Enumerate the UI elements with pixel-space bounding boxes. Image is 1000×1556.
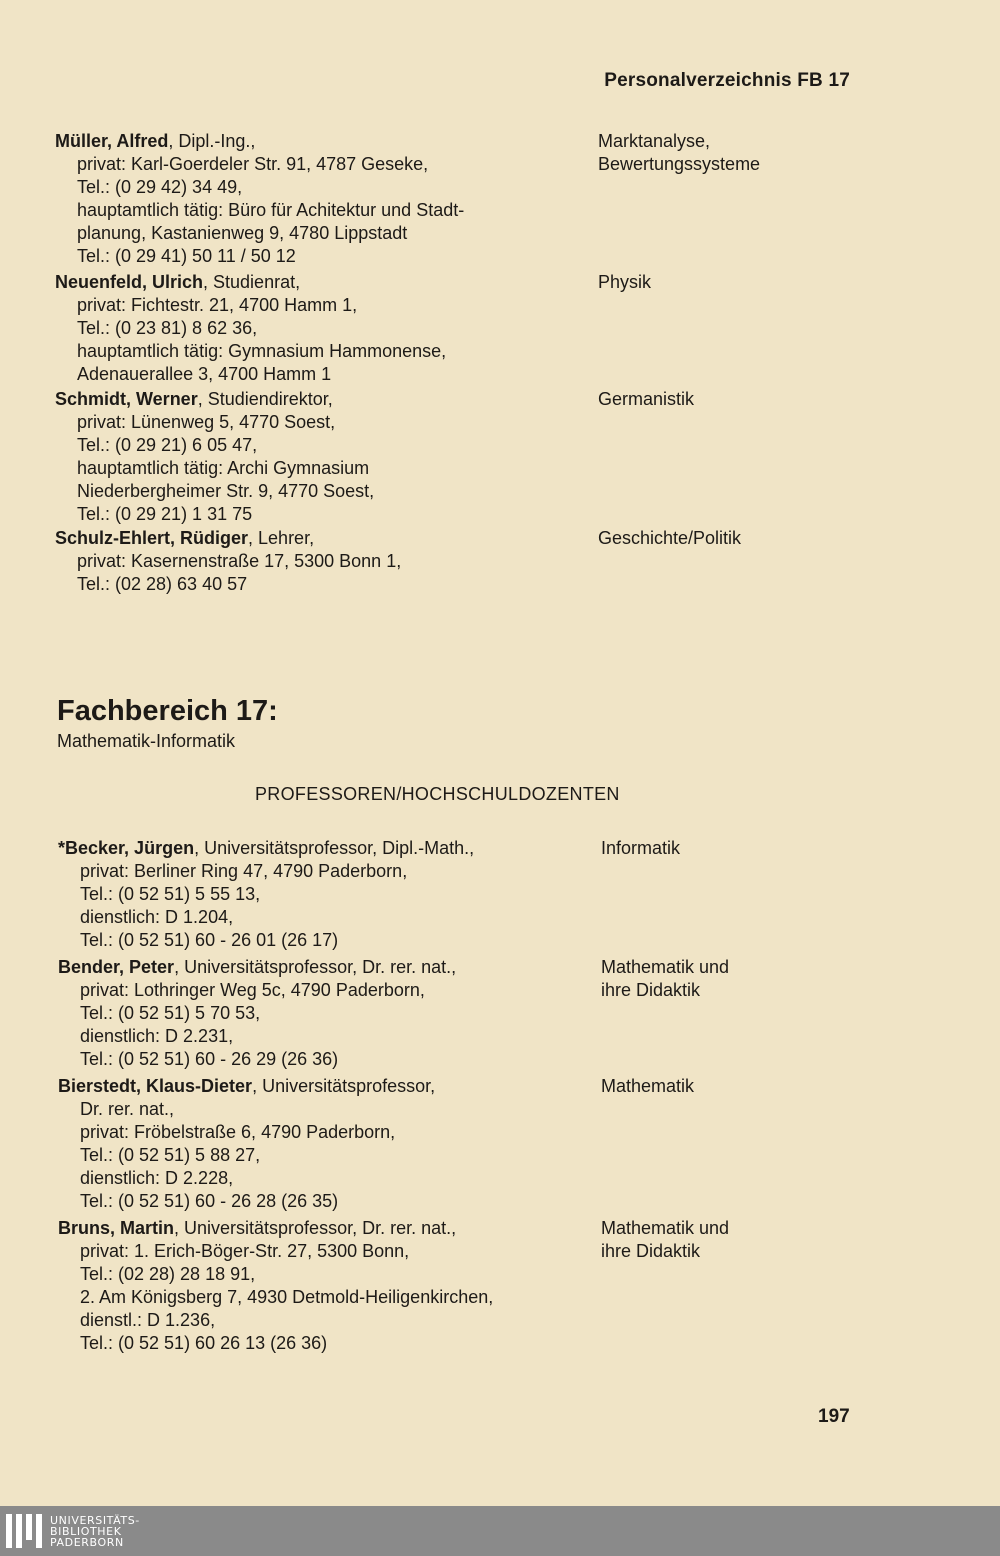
logo-text-line: PADERBORN: [50, 1535, 124, 1549]
entry-headline: [55, 527, 575, 550]
entry-line: Tel.: (0 52 51) 5 88 27,: [80, 1145, 261, 1165]
entry-subject: [601, 837, 680, 860]
entry-line: Tel.: (0 29 42) 34 49,: [77, 177, 243, 197]
entry-line: Tel.: (0 52 51) 60 - 26 01 (26 17): [80, 930, 339, 950]
entry-description: [58, 1075, 578, 1213]
section-subtitle: Mathematik-Informatik: [57, 731, 236, 751]
subject-line: Mathematik: [601, 1076, 695, 1096]
entry-line: privat: Kasernenstraße 17, 5300 Bonn 1,: [77, 551, 402, 571]
entry-line: privat: Karl-Goerdeler Str. 91, 4787 Geseke,: [77, 154, 429, 174]
library-logo-text: [50, 1515, 140, 1548]
entry-line: privat: Fichtestr. 21, 4700 Hamm 1,: [77, 295, 358, 315]
entry-line: privat: Berliner Ring 47, 4790 Paderborn,: [80, 861, 408, 881]
entry-line: dienstlich: D 2.231,: [80, 1026, 234, 1046]
entry-description: [55, 388, 575, 526]
entry-description: [55, 271, 575, 386]
entry-headline: [55, 130, 575, 153]
entry-headline: [58, 837, 578, 860]
subject-line: ihre Didaktik: [601, 980, 701, 1000]
person-name: Müller, Alfred: [55, 131, 169, 151]
entry-line: Tel.: (0 29 21) 1 31 75: [77, 504, 253, 524]
entry-headline: [55, 271, 575, 294]
entry-line: Adenauerallee 3, 4700 Hamm 1: [77, 364, 332, 384]
running-header: Personalverzeichnis FB 17: [604, 70, 850, 91]
entry-subject: [598, 130, 760, 176]
entry-subject: [601, 1217, 729, 1263]
entry-description: [58, 837, 578, 952]
subject-line: Physik: [598, 272, 652, 292]
subject-line: Geschichte/Politik: [598, 528, 742, 548]
logo-text-line: BIBLIOTHEK: [50, 1524, 122, 1538]
entry-line: planung, Kastanienweg 9, 4780 Lippstadt: [77, 223, 408, 243]
entry-line: Tel.: (0 52 51) 60 - 26 29 (26 36): [80, 1049, 339, 1069]
entry-headline: [55, 388, 575, 411]
person-name: Bierstedt, Klaus-Dieter: [58, 1076, 253, 1096]
subject-line: Marktanalyse,: [598, 131, 711, 151]
entry-description: [55, 527, 575, 596]
entry-line: hauptamtlich tätig: Gymnasium Hammonense,: [77, 341, 447, 361]
entry-subject: [598, 271, 651, 294]
entry-line: Niederbergheimer Str. 9, 4770 Soest,: [77, 481, 375, 501]
person-title: , Studienrat,: [203, 272, 301, 292]
person-title: , Universitätsprofessor,: [252, 1076, 436, 1096]
entry-subject: [598, 527, 741, 550]
entry-line: Tel.: (0 52 51) 5 55 13,: [80, 884, 261, 904]
entry-line: hauptamtlich tätig: Archi Gymnasium: [77, 458, 370, 478]
person-name: Bender, Peter: [58, 957, 175, 977]
entry-line: Tel.: (0 29 21) 6 05 47,: [77, 435, 258, 455]
entry-line: Tel.: (02 28) 63 40 57: [77, 574, 248, 594]
entry-headline: [58, 1075, 578, 1098]
entry-line: dienstlich: D 2.228,: [80, 1168, 234, 1188]
entry-line: dienstlich: D 1.204,: [80, 907, 234, 927]
entry-description: [58, 956, 578, 1071]
person-title: , Studiendirektor,: [197, 389, 333, 409]
entry-subject: [601, 1075, 694, 1098]
entry-headline: [58, 1217, 578, 1240]
entry-line: Tel.: (0 52 51) 60 26 13 (26 36): [80, 1333, 328, 1353]
category-heading: PROFESSOREN/HOCHSCHULDOZENTEN: [255, 784, 620, 804]
person-name: Neuenfeld, Ulrich: [55, 272, 204, 292]
entry-description: [58, 1217, 578, 1355]
person-name: Schulz-Ehlert, Rüdiger: [55, 528, 249, 548]
entry-line: privat: Fröbelstraße 6, 4790 Paderborn,: [80, 1122, 396, 1142]
subject-line: Informatik: [601, 838, 681, 858]
entry-line: privat: Lünenweg 5, 4770 Soest,: [77, 412, 336, 432]
entry-line: Tel.: (02 28) 28 18 91,: [80, 1264, 256, 1284]
entry-line: Dr. rer. nat.,: [80, 1099, 175, 1119]
person-title: , Universitätsprofessor, Dr. rer. nat.,: [174, 1218, 457, 1238]
entry-line: 2. Am Königsberg 7, 4930 Detmold-Heiligenkirchen,: [80, 1287, 494, 1307]
entry-description: [55, 130, 575, 268]
subject-line: Germanistik: [598, 389, 695, 409]
subject-line: ihre Didaktik: [601, 1241, 701, 1261]
subject-line: Mathematik und: [601, 957, 730, 977]
logo-text-line: UNIVERSITÄTS-: [50, 1513, 140, 1527]
entry-line: Tel.: (0 52 51) 60 - 26 28 (26 35): [80, 1191, 339, 1211]
entry-subject: [601, 956, 729, 1002]
entry-line: Tel.: (0 29 41) 50 11 / 50 12: [77, 246, 296, 266]
person-title: , Universitätsprofessor, Dr. rer. nat.,: [174, 957, 457, 977]
entry-headline: [58, 956, 578, 979]
entry-line: privat: Lothringer Weg 5c, 4790 Paderborn,: [80, 980, 425, 1000]
person-title: , Dipl.-Ing.,: [168, 131, 256, 151]
person-name: Bruns, Martin: [58, 1218, 175, 1238]
person-title: , Lehrer,: [248, 528, 315, 548]
entry-subject: [598, 388, 694, 411]
section-title: Fachbereich 17:: [57, 695, 278, 727]
entry-line: Tel.: (0 52 51) 5 70 53,: [80, 1003, 261, 1023]
entry-line: privat: 1. Erich-Böger-Str. 27, 5300 Bonn,: [80, 1241, 410, 1261]
person-title: , Universitätsprofessor, Dipl.-Math.,: [194, 838, 475, 858]
library-logo-icon: [6, 1514, 42, 1548]
person-name: Schmidt, Werner: [55, 389, 198, 409]
library-footer-bar: [0, 1506, 1000, 1556]
entry-line: Tel.: (0 23 81) 8 62 36,: [77, 318, 258, 338]
subject-line: Bewertungssysteme: [598, 154, 761, 174]
entry-line: hauptamtlich tätig: Büro für Achitektur und Stadt-: [77, 200, 465, 220]
subject-line: Mathematik und: [601, 1218, 730, 1238]
person-name: *Becker, Jürgen: [58, 838, 195, 858]
entry-line: dienstl.: D 1.236,: [80, 1310, 216, 1330]
page-number: 197: [818, 1406, 850, 1427]
